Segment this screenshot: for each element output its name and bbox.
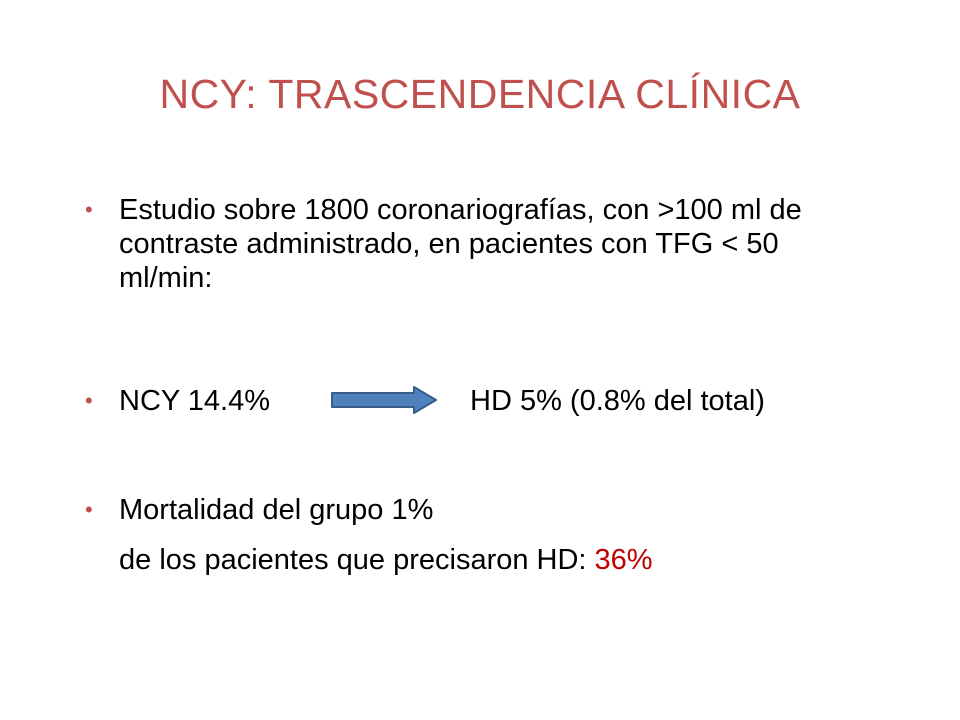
right-arrow-icon	[330, 385, 438, 415]
mortality-text: Mortalidad del grupo 1%	[119, 494, 434, 526]
ncy-percentage-text: NCY 14.4%	[119, 385, 270, 417]
mortality-hd-line	[119, 543, 653, 577]
bullet-dot-icon: •	[85, 388, 93, 413]
mortality-hd-value: 36%	[594, 544, 653, 576]
slide-title: NCY: TRASCENDENCIA CLÍNICA	[159, 71, 801, 117]
mortality-hd-prefix: de los pacientes que precisaron HD:	[119, 544, 595, 576]
hd-percentage-text: HD 5% (0.8% del total)	[470, 385, 765, 417]
bullet-item-ncy	[85, 384, 270, 418]
bullet-dot-icon: •	[85, 497, 93, 522]
bullet-dot-icon: •	[85, 197, 93, 222]
bullet-item-mortality	[85, 493, 433, 527]
bullet-text-study: Estudio sobre 1800 coronariografías, con >100 ml de contraste administrado, en pacientes con TFG < 50 ml/min:	[119, 194, 802, 294]
bullet-item-study	[85, 193, 875, 295]
